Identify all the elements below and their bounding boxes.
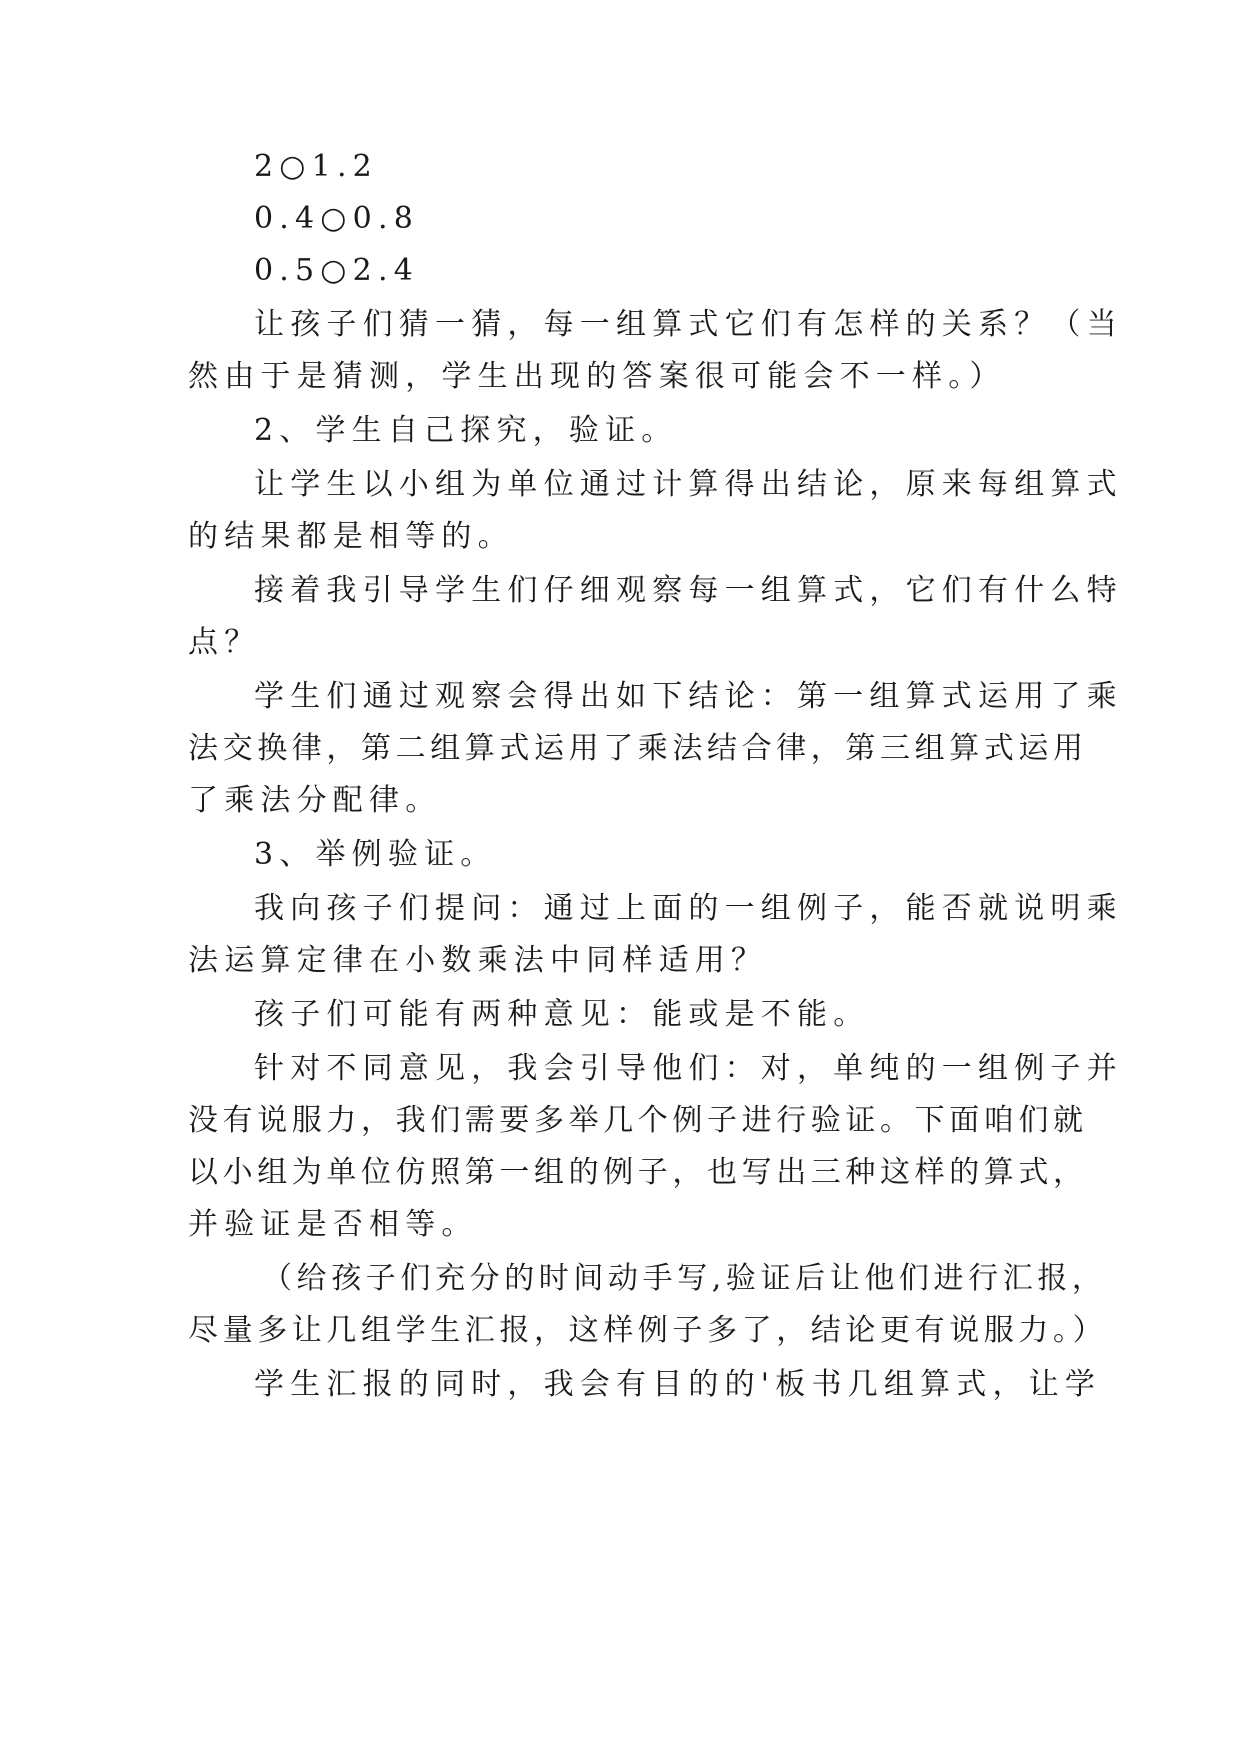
paragraph-line: 学生汇报的同时，我会有目的的'板书几组算式，让学 xyxy=(254,1367,1102,1402)
paragraph-line: 然由于是猜测，学生出现的答案很可能会不一样。） xyxy=(188,359,1006,394)
paragraph-line: 法运算定律在小数乘法中同样适用？ xyxy=(188,943,768,978)
paragraph-line: 法交换律，第二组算式运用了乘法结合律，第三组算式运用 xyxy=(188,731,1088,766)
paragraph-line: 针对不同意见，我会引导他们：对，单纯的一组例子并 xyxy=(254,1051,1123,1086)
paragraph-line: 没有说服力，我们需要多举几个例子进行验证。下面咱们就 xyxy=(188,1103,1088,1138)
paragraph-line: 让学生以小组为单位通过计算得出结论，原来每组算式 xyxy=(254,467,1123,502)
section-heading: 2、学生自己探究，验证。 xyxy=(254,413,678,448)
paragraph-line: 学生们通过观察会得出如下结论：第一组算式运用了乘 xyxy=(254,679,1123,714)
paragraph-line: 尽量多让几组学生汇报，这样例子多了，结论更有说服力。） xyxy=(188,1313,1108,1348)
section-heading: 3、举例验证。 xyxy=(254,837,497,872)
paragraph-line: 以小组为单位仿照第一组的例子，也写出三种这样的算式， xyxy=(188,1155,1088,1190)
paragraph-line: （给孩子们充分的时间动手写,验证后让他们进行汇报， xyxy=(262,1261,1107,1296)
expression-line: 0.4○0.8 xyxy=(254,201,419,236)
paragraph-line: 并验证是否相等。 xyxy=(188,1207,478,1242)
paragraph-line: 了乘法分配律。 xyxy=(188,783,442,818)
paragraph-line: 让孩子们猜一猜，每一组算式它们有怎样的关系？（当 xyxy=(254,307,1123,342)
expression-line: 2○1.2 xyxy=(254,149,378,184)
paragraph-line: 我向孩子们提问：通过上面的一组例子，能否就说明乘 xyxy=(254,891,1123,926)
paragraph-line: 接着我引导学生们仔细观察每一组算式，它们有什么特 xyxy=(254,573,1123,608)
paragraph-line: 点？ xyxy=(188,625,261,660)
paragraph-line: 孩子们可能有两种意见：能或是不能。 xyxy=(254,997,870,1032)
paragraph-line: 的结果都是相等的。 xyxy=(188,519,514,554)
expression-line: 0.5○2.4 xyxy=(254,253,419,288)
